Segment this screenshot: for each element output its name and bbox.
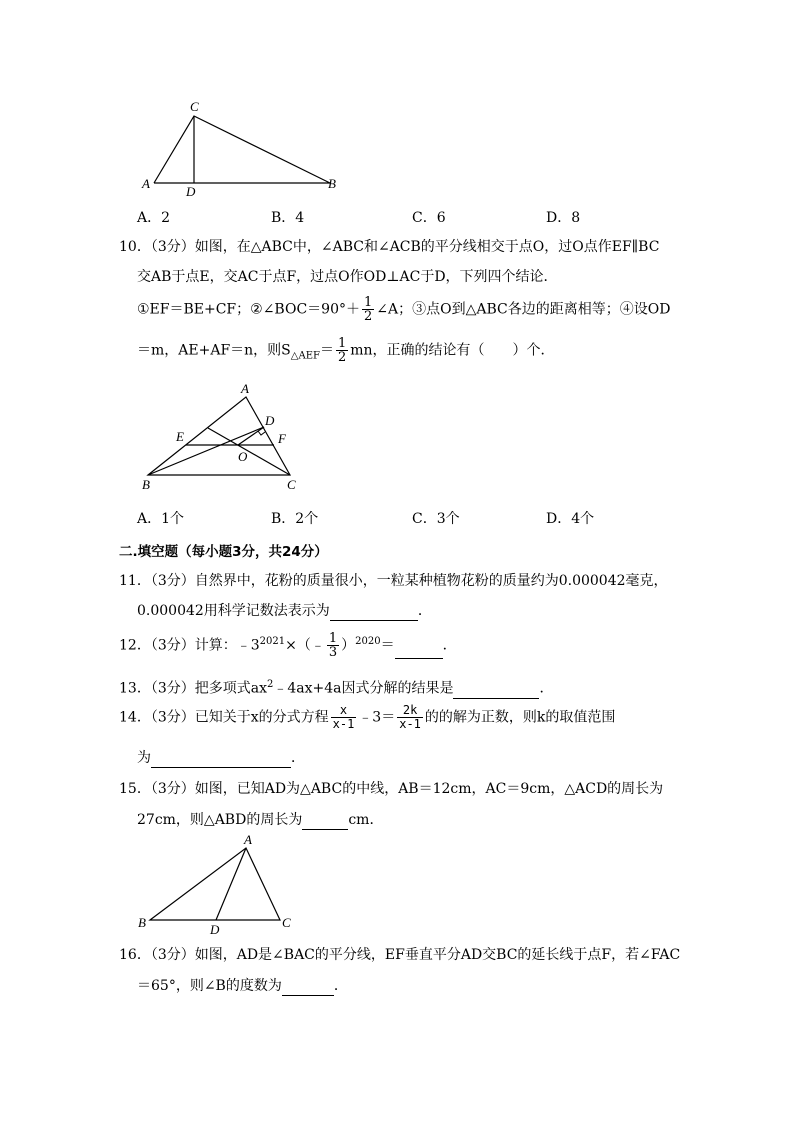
q10-option-d: D．4个	[546, 511, 595, 527]
q15-answer-blank[interactable]	[302, 815, 348, 830]
q10-equals: ＝	[319, 342, 334, 359]
label-D: D	[265, 413, 275, 428]
q14-line1	[119, 704, 615, 731]
q9-option-a: A．2	[137, 210, 171, 226]
label-F: F	[278, 431, 286, 446]
q9-option-c: C．6	[412, 210, 446, 226]
q10-line4-part2: mn，正确的结论有（ ）个．	[350, 342, 555, 359]
q11-line2	[137, 601, 432, 621]
q12-part1: 12．（3分）计算：﹣3	[119, 637, 260, 654]
figure-q15-triangle	[130, 832, 310, 942]
label-B: B	[142, 477, 150, 492]
q14-line2-text: 为	[137, 750, 151, 766]
fraction-x-over-x-minus-1: $\frac{x}{x-1}$	[332, 703, 355, 731]
label-C: C	[282, 915, 291, 930]
fraction-half: $\frac{1}{2}$	[363, 295, 373, 324]
q12-end: ．	[442, 637, 457, 654]
q11-line1: 11．（3分）自然界中，花粉的质量很小，一粒某种植物花粉的质量约为0.000042毫克，	[119, 573, 668, 589]
label-C: C	[190, 99, 199, 114]
q12-part2: ×（﹣	[285, 637, 325, 654]
fraction-half-2: $\frac{1}{2}$	[337, 336, 347, 365]
label-D: D	[186, 184, 196, 199]
q13-exponent: 2	[266, 679, 274, 690]
label-A: A	[244, 832, 252, 847]
q13-part1: 13．（3分）把多项式ax	[119, 680, 267, 697]
section-heading-fill-in: 二.填空题（每小题3分，共24分）	[119, 544, 328, 560]
fraction-third: $\frac{1}{3}$	[328, 631, 338, 660]
q11-line2-text: 0.000042用科学记数法表示为	[137, 603, 330, 619]
q16-answer-blank[interactable]	[282, 981, 334, 996]
q15-line2	[137, 810, 383, 830]
q12-exponent2: 2020	[355, 635, 381, 647]
label-B: B	[138, 915, 146, 930]
q14-end: ．	[291, 750, 305, 766]
q12-equals: ＝	[380, 637, 395, 654]
q15-line1: 15．（3分）如图，已知AD为△ABC的中线，AB＝12cm，AC＝9cm，△ACD的周长为	[119, 781, 664, 797]
q10-line2: 交AB于点E，交AC于点F，过点O作OD⊥AC于D，下列四个结论．	[137, 269, 558, 285]
label-D: D	[210, 922, 220, 937]
label-A: A	[142, 176, 150, 191]
label-C: C	[287, 477, 296, 492]
q16-line2-text: ＝65°，则∠B的度数为	[137, 978, 282, 994]
q10-option-c: C．3个	[412, 511, 460, 527]
q11-end: ．	[417, 603, 432, 619]
q14-part1: 14．（3分）已知关于x的分式方程	[119, 709, 329, 726]
label-E: E	[176, 429, 184, 444]
q13-part2: ﹣4ax+4a因式分解的结果是	[273, 680, 454, 697]
q12-line	[119, 632, 457, 659]
q14-part2: ﹣3＝	[358, 709, 396, 726]
fraction-2k-over-x-minus-1: $\frac{2k}{x-1}$	[399, 703, 421, 731]
label-B: B	[328, 176, 336, 191]
q10-line3	[137, 296, 670, 323]
q10-area-subscript: △AEF	[290, 350, 320, 362]
q14-line2	[137, 748, 305, 768]
q16-end: ．	[333, 978, 348, 994]
q10-line4-part1: ＝m，AE+AF＝n，则S	[137, 342, 291, 359]
q12-answer-blank[interactable]	[395, 644, 443, 659]
q10-line1: 10．（3分）如图，在△ABC中，∠ABC和∠ACB的平分线相交于点O，过O点作EF∥BC	[119, 239, 660, 255]
q9-option-b: B．4	[271, 210, 305, 226]
q11-answer-blank[interactable]	[330, 606, 418, 621]
q14-answer-blank[interactable]	[151, 753, 291, 768]
q9-option-d: D．8	[546, 210, 581, 226]
q15-unit: cm．	[348, 812, 384, 828]
q14-part3: 的的解为正数，则k的取值范围	[424, 709, 616, 726]
q10-line3-part1: ①EF＝BE+CF；②∠BOC＝90°＋	[137, 301, 360, 318]
q16-line2	[137, 976, 348, 996]
q10-line4	[137, 337, 555, 364]
figure-q10-triangle	[130, 383, 310, 493]
q16-line1: 16．（3分）如图，AD是∠BAC的平分线，EF垂直平分AD交BC的延长线于点F，若∠FAC	[119, 947, 681, 963]
q13-end: ．	[539, 680, 554, 697]
q12-part3: ）	[341, 637, 356, 654]
q15-line2-text: 27cm，则△ABD的周长为	[137, 812, 303, 828]
q10-option-a: A．1个	[137, 511, 185, 527]
q13-line	[119, 675, 553, 699]
q10-line3-part2: ∠A；③点O到△ABC各边的距离相等；④设OD	[376, 301, 671, 318]
label-A: A	[241, 383, 249, 396]
label-O: O	[238, 449, 248, 464]
q10-option-b: B．2个	[271, 511, 319, 527]
figure-q9-triangle	[130, 96, 360, 201]
q12-exponent1: 2021	[259, 635, 286, 647]
q13-answer-blank[interactable]	[453, 684, 539, 699]
